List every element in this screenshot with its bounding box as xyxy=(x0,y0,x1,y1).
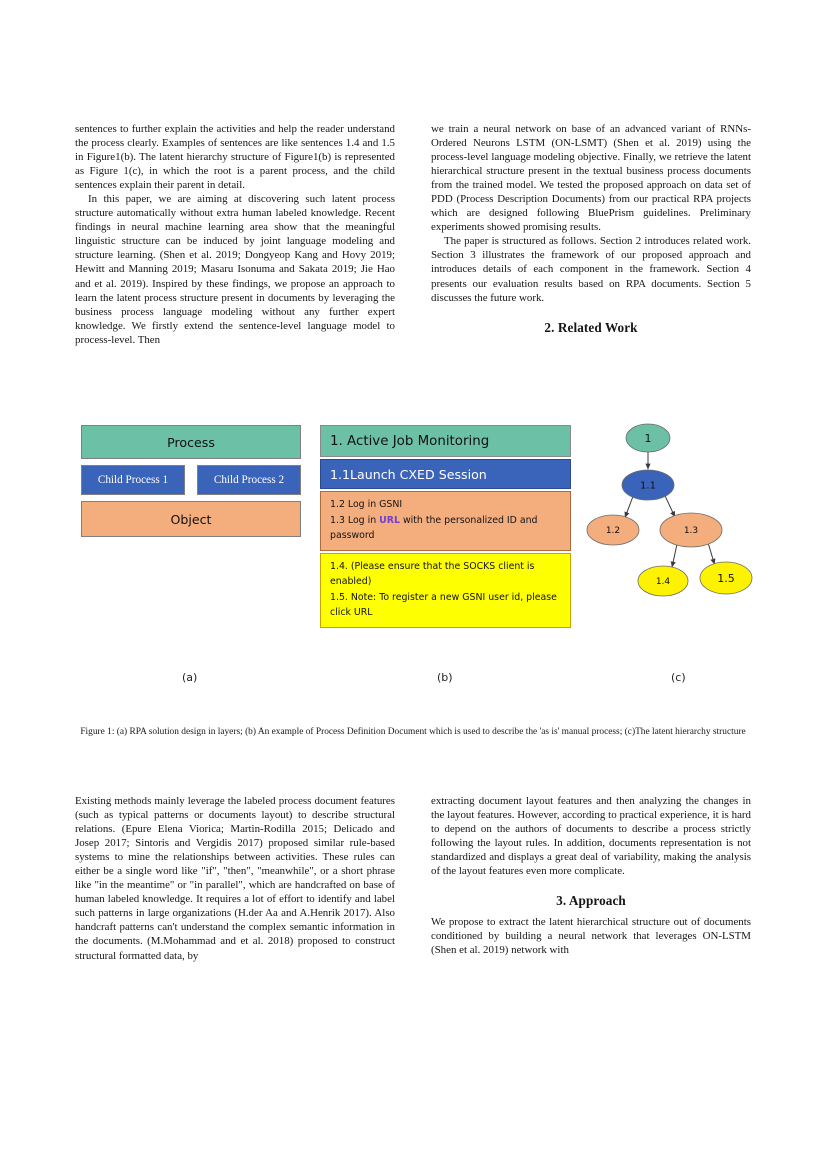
pdd-body-line-1: 1.2 Log in GSNI xyxy=(330,499,403,510)
pdd-title: 1. Active Job Monitoring xyxy=(320,425,571,457)
tree-node-label: 1 xyxy=(644,431,652,445)
tree-edge xyxy=(625,497,633,518)
figure-panel-letters xyxy=(0,671,826,691)
pdd-body xyxy=(320,491,571,551)
tree-node-1.2 xyxy=(587,515,639,545)
url-link[interactable]: URL xyxy=(379,514,400,526)
figure-caption xyxy=(75,725,751,740)
column-top-left xyxy=(75,122,395,347)
figure-1 xyxy=(0,418,826,758)
caption-line-1: Figure 1: (a) RPA solution design in layers; (b) An example of Process Definition Document which is used to describe the 'as is' manual xyxy=(80,727,590,737)
figure-panel-c xyxy=(586,418,776,618)
tree-edge xyxy=(672,545,677,567)
hierarchy-tree xyxy=(586,418,776,618)
tree-node-label: 1.4 xyxy=(655,577,671,588)
section-heading-related-work: 2. Related Work xyxy=(544,319,638,335)
pdd-note-line-2: 1.5. Note: To register a new GSNI user id, please click URL xyxy=(330,591,557,618)
panel-letter-c: (c) xyxy=(671,671,686,684)
pdd-subtitle: 1.1Launch CXED Session xyxy=(320,459,571,489)
tree-edges xyxy=(625,452,715,567)
paragraph: The paper is structured as follows. Section 2 introduces related work. Section 3 illustrates the framework of our proposed approach and introduces details of each component in the framework. Section 4 presents our evaluation results based on RPA documents. Section 5 discusses the future work. xyxy=(431,235,751,304)
tree-edge xyxy=(665,496,675,517)
tree-node-label: 1.1 xyxy=(640,480,656,492)
column-bottom-left xyxy=(75,794,395,963)
figure-panel-b xyxy=(320,425,571,628)
box-child-process-2: Child Process 2 xyxy=(197,465,301,495)
caption-line-2: process; (c)The latent hierarchy structure xyxy=(591,727,746,737)
paragraph: we train a neural network on base of an advanced variant of RNNs-Ordered Neurons LSTM (ON-LSMT) (Shen et al. 2019) using the process-level language modeling objective. Finally, we retrieve the latent hierarchical structure present in the textual business process documents from the trained model. We tested the proposed approach on data set of PDD (Process Description Documents) from our practical RPA projects which are designed following BluePrism guidelines. Preliminary experiments showed promising results. xyxy=(431,123,751,234)
panel-letter-b: (b) xyxy=(437,671,453,684)
tree-node-label: 1.2 xyxy=(605,526,621,537)
box-child-process-1: Child Process 1 xyxy=(81,465,185,495)
paragraph: We propose to extract the latent hierarchical structure out of documents conditioned by building a neural network that leverages ON-LSTM (Shen et al. 2019) network with xyxy=(431,916,751,957)
tree-node-1.4 xyxy=(638,566,688,596)
panel-letter-a: (a) xyxy=(182,671,198,684)
box-object: Object xyxy=(81,501,301,537)
tree-node-label: 1.5 xyxy=(717,571,735,585)
pdd-note-line-1: 1.4. (Please ensure that the SOCKS client is enabled) xyxy=(330,560,535,587)
section-heading-approach: 3. Approach xyxy=(556,893,626,909)
pdd-body-line-2-pre: 1.3 Log in xyxy=(330,514,380,526)
tree-node-1.1 xyxy=(622,470,674,500)
tree-node-1.3 xyxy=(660,513,722,547)
pdd-body-line-2-post: with the personalized ID and password xyxy=(330,514,538,541)
child-process-row xyxy=(81,465,301,495)
tree-nodes xyxy=(587,424,752,596)
tree-edge xyxy=(708,544,714,565)
paragraph: In this paper, we are aiming at discovering such latent process structure automatically without extra human labeled knowledge. Recent findings in neural machine learning area show that the meaningful linguistic structure can be induced by joint language modeling and structure learning. (Shen et al. 2019; Dongyeop Kang and Hovy 2019; Hewitt and Manning 2019; Masaru Isonuma and Sakata 2019; Jie Hao and et al. 2019). Inspired by these findings, we propose an approach to learn the latent process structure present in documents by leveraging the business process language modeling without any further expert knowledge. We firstly extend the sentence-level language model to process-level. Then xyxy=(75,193,395,346)
column-bottom-right xyxy=(431,794,751,957)
tree-node-label: 1.3 xyxy=(683,526,699,537)
paragraph: extracting document layout features and then analyzing the changes in the layout features. However, according to practical experience, it is hard to depend on the authors of documents to describe a process strictly following the layout rules. In addition, documents representation is not standardized and displays a great deal of variability, making the analysis of the layout features even more complicate. xyxy=(431,795,751,878)
pdd-note xyxy=(320,553,571,628)
paragraph: sentences to further explain the activities and help the reader understand the process clearly. Examples of sentences are like sentences 1.4 and 1.5 in Figure1(b). The latent hierarchy structure of Figure1(b) is represented as Figure 1(c), in which the root is a parent process, and the child sentences explain their parent in detail. xyxy=(75,123,395,192)
figure-panel-a xyxy=(81,425,301,537)
tree-node-1.5 xyxy=(700,562,752,594)
column-top-right xyxy=(431,122,751,342)
paragraph: Existing methods mainly leverage the labeled process document features (such as typical patterns or documents layout) to describe structural relations. (Epure Elena Viorica; Martin-Rodilla 2015; Delicado and Josep 2017; Sintoris and Vergidis 2017) proposed similar rule-based systems to mine the relationships between activities. These rules can either be a single word like "if", "then", "meanwhile", or a short phrase like "in the meantime" or "in parallel", which are handcrafted on base of human labeled knowledge. It requires a lot of effort to identify and label such patterns in large organizations (H.der Aa and A.Henrik 2017). Also handcraft patterns can't understand the complex semantic information in the documents. (M.Mohammad and et al. 2018) proposed to construct structural formatted data, by xyxy=(75,795,395,962)
box-process: Process xyxy=(81,425,301,459)
tree-node-1 xyxy=(626,424,670,452)
